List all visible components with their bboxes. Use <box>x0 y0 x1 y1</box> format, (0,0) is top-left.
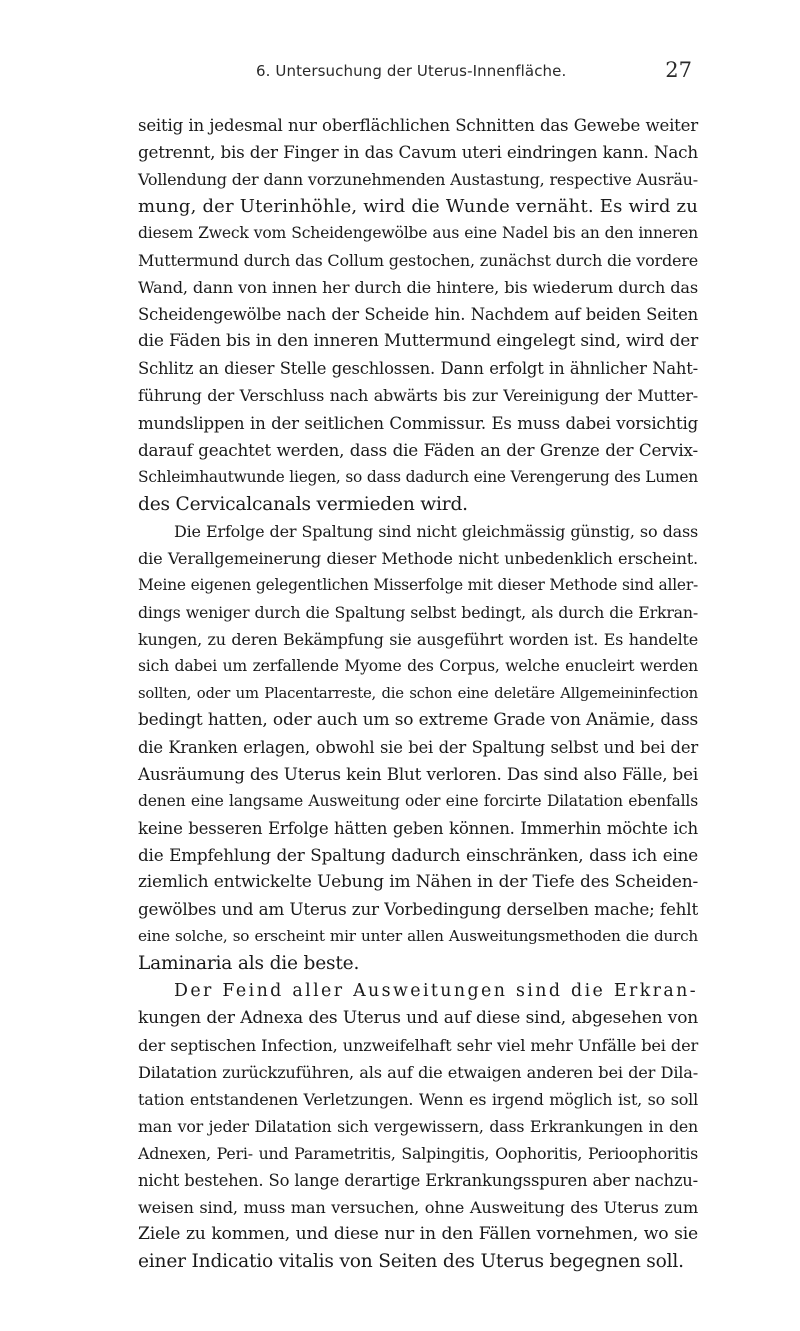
text-line: ziemlich entwickelte Uebung im Nähen in der Tiefe des Scheiden- <box>138 872 698 893</box>
text-line: tation entstandenen Verletzungen. Wenn es irgend möglich ist, so soll <box>138 1089 698 1109</box>
text-line: mung, der Uterinhöhle, wird die Wunde vernäht. Es wird zu <box>138 196 698 218</box>
text-line: einer Indicatio vitalis von Seiten des Uterus begegnen soll. <box>138 1250 684 1272</box>
text-line: gewölbes und am Uterus zur Vorbedingung derselben mache; fehlt <box>138 899 698 920</box>
text-line: dings weniger durch die Spaltung selbst bedingt, als durch die Erkran- <box>138 602 698 622</box>
text-line: man vor jeder Dilatation sich vergewissern, dass Erkrankungen in den <box>138 1116 698 1136</box>
body-text <box>138 112 698 1275</box>
text-line: Laminaria als die beste. <box>138 953 360 975</box>
text-line: bedingt hatten, oder auch um so extreme Grade von Anämie, dass <box>138 710 698 731</box>
text-line: kungen der Adnexa des Uterus und auf diese sind, abgesehen von <box>138 1007 698 1028</box>
text-line: Ausräumung des Uterus kein Blut verloren. Das sind also Fälle, bei <box>138 764 698 785</box>
text-line: Der Feind aller Ausweitungen sind die Erkran- <box>174 980 698 1001</box>
text-line: nicht bestehen. So lange derartige Erkrankungsspuren aber nachzu- <box>138 1170 698 1190</box>
text-line: die Empfehlung der Spaltung dadurch einschränken, dass ich eine <box>138 845 698 866</box>
text-line: Vollendung der dann vorzunehmenden Austastung, respective Ausräu- <box>138 170 698 190</box>
text-line: getrennt, bis der Finger in das Cavum uteri eindringen kann. Nach <box>138 142 698 163</box>
text-line: keine besseren Erfolge hätten geben können. Immerhin möchte ich <box>138 819 698 839</box>
page-number: 27 <box>665 58 692 82</box>
text-line: die Kranken erlagen, obwohl sie bei der Spaltung selbst und bei der <box>138 738 698 758</box>
text-line: Schleimhautwunde liegen, so dass dadurch eine Verengerung des Lumen <box>138 467 698 486</box>
text-line: Adnexen, Peri- und Parametritis, Salpingitis, Oophoritis, Perioophoritis <box>138 1143 698 1163</box>
text-line: führung der Verschluss nach abwärts bis zur Vereinigung der Mutter- <box>138 386 698 406</box>
text-line: Die Erfolge der Spaltung sind nicht gleichmässig günstig, so dass <box>174 521 698 541</box>
text-line: der septischen Infection, unzweifelhaft sehr viel mehr Unfälle bei der <box>138 1035 698 1055</box>
text-line: Wand, dann von innen her durch die hintere, bis wiederum durch das <box>138 278 698 298</box>
text-line: Dilatation zurückzuführen, als auf die etwaigen anderen bei der Dila- <box>138 1062 698 1082</box>
text-line: Scheidengewölbe nach der Scheide hin. Nachdem auf beiden Seiten <box>138 305 698 325</box>
text-line: mundslippen in der seitlichen Commissur. Es muss dabei vorsichtig <box>138 413 698 433</box>
text-line: denen eine langsame Ausweitung oder eine forcirte Dilatation ebenfalls <box>138 792 698 811</box>
text-line: des Cervicalcanals vermieden wird. <box>138 493 468 515</box>
running-title: 6. Untersuchung der Uterus-Innenfläche. <box>256 62 567 80</box>
text-line: sollten, oder um Placentarreste, die schon eine deletäre Allgemeininfection <box>138 684 698 702</box>
text-line: weisen sind, muss man versuchen, ohne Ausweitung des Uterus zum <box>138 1197 698 1217</box>
text-line: eine solche, so erscheint mir unter allen Ausweitungsmethoden die durch <box>138 927 698 946</box>
text-line: sich dabei um zerfallende Myome des Corpus, welche enucleirt werden <box>138 656 698 675</box>
running-head <box>138 58 692 86</box>
text-line: diesem Zweck vom Scheidengewölbe aus eine Nadel bis an den inneren <box>138 224 698 243</box>
text-line: kungen, zu deren Bekämpfung sie ausgeführt worden ist. Es handelte <box>138 629 698 649</box>
text-line: Ziele zu kommen, und diese nur in den Fällen vornehmen, wo sie <box>138 1223 698 1244</box>
text-line: Schlitz an dieser Stelle geschlossen. Dann erfolgt in ähnlicher Naht- <box>138 359 698 379</box>
text-line: die Verallgemeinerung dieser Methode nicht unbedenklich erscheint. <box>138 548 698 568</box>
text-line: Meine eigenen gelegentlichen Misserfolge mit dieser Methode sind aller- <box>138 575 698 594</box>
text-line: die Fäden bis in den inneren Muttermund eingelegt sind, wird der <box>138 331 698 352</box>
text-line: Muttermund durch das Collum gestochen, zunächst durch die vordere <box>138 251 698 271</box>
text-line: darauf geachtet werden, dass die Fäden an der Grenze der Cervix- <box>138 439 698 460</box>
text-line: seitig in jedesmal nur oberflächlichen Schnitten das Gewebe weiter <box>138 116 698 135</box>
